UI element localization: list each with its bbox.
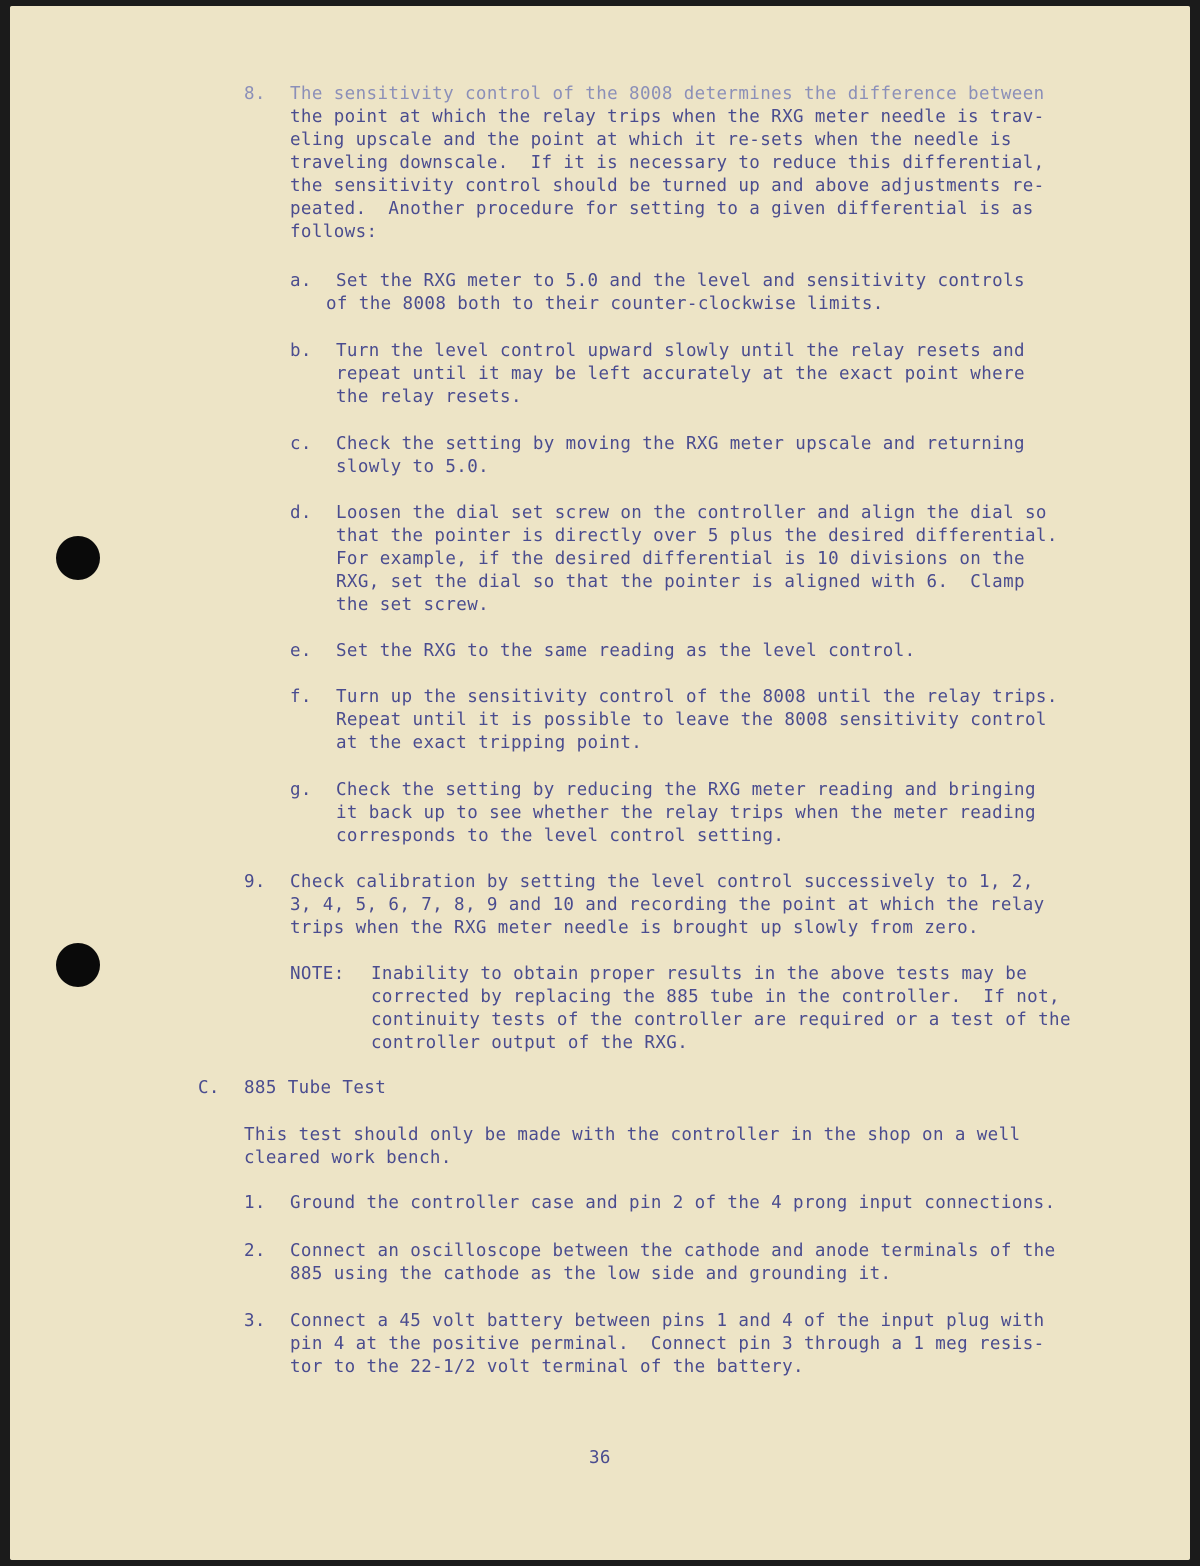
step-line: slowly to 5.0. [336, 457, 490, 477]
step-label: a. [290, 271, 312, 291]
test-step-label: 2. [244, 1241, 266, 1261]
step-line: Loosen the dial set screw on the controller and align the dial so [336, 503, 1047, 523]
test-step-line: Connect an oscilloscope between the cathode and anode terminals of the [290, 1241, 1056, 1261]
test-step-label: 3. [244, 1311, 266, 1331]
note-label: NOTE: [290, 964, 345, 984]
step-line: Repeat until it is possible to leave the 8008 sensitivity control [336, 710, 1047, 730]
item-8-line: The sensitivity control of the 8008 determines the difference between [290, 84, 1045, 104]
step-label: e. [290, 641, 312, 661]
step-line: the relay resets. [336, 387, 522, 407]
step-line: Turn up the sensitivity control of the 8008 until the relay trips. [336, 687, 1058, 707]
test-step-line: Ground the controller case and pin 2 of the 4 prong input connections. [290, 1193, 1056, 1213]
step-line: that the pointer is directly over 5 plus the desired differential. [336, 526, 1058, 546]
item-8-line: follows: [290, 222, 378, 242]
step-line: of the 8008 both to their counter-clockwise limits. [326, 294, 884, 314]
step-label: b. [290, 341, 312, 361]
test-step-label: 1. [244, 1193, 266, 1213]
note-line: Inability to obtain proper results in the above tests may be [371, 964, 1028, 984]
test-step-line: tor to the 22-1/2 volt terminal of the battery. [290, 1357, 804, 1377]
step-line: RXG, set the dial so that the pointer is aligned with 6. Clamp [336, 572, 1025, 592]
section-c-intro: cleared work bench. [244, 1148, 452, 1168]
step-line: at the exact tripping point. [336, 733, 643, 753]
step-line: Set the RXG meter to 5.0 and the level and sensitivity controls [336, 271, 1025, 291]
item-9-number: 9. [244, 872, 266, 892]
section-c-title: 885 Tube Test [244, 1078, 387, 1098]
item-9-line: trips when the RXG meter needle is brought up slowly from zero. [290, 918, 979, 938]
note-line: controller output of the RXG. [371, 1033, 689, 1053]
item-9-line: Check calibration by setting the level control successively to 1, 2, [290, 872, 1034, 892]
test-step-line: 885 using the cathode as the low side and grounding it. [290, 1264, 892, 1284]
item-8-number: 8. [244, 84, 266, 104]
step-line: corresponds to the level control setting. [336, 826, 785, 846]
step-label: d. [290, 503, 312, 523]
page-number: 36 [589, 1448, 611, 1468]
step-label: c. [290, 434, 312, 454]
section-c-intro: This test should only be made with the controller in the shop on a well [244, 1125, 1021, 1145]
step-line: Set the RXG to the same reading as the level control. [336, 641, 916, 661]
note-line: corrected by replacing the 885 tube in the controller. If not, [371, 987, 1060, 1007]
step-line: Turn the level control upward slowly until the relay resets and [336, 341, 1025, 361]
item-9-line: 3, 4, 5, 6, 7, 8, 9 and 10 and recording the point at which the relay [290, 895, 1045, 915]
test-step-line: pin 4 at the positive perminal. Connect pin 3 through a 1 meg resis- [290, 1334, 1045, 1354]
step-label: g. [290, 780, 312, 800]
item-8-line: the sensitivity control should be turned up and above adjustments re- [290, 176, 1045, 196]
step-line: For example, if the desired differential is 10 divisions on the [336, 549, 1025, 569]
test-step-line: Connect a 45 volt battery between pins 1 and 4 of the input plug with [290, 1311, 1045, 1331]
step-line: Check the setting by reducing the RXG meter reading and bringing [336, 780, 1036, 800]
step-line: repeat until it may be left accurately at the exact point where [336, 364, 1025, 384]
step-line: the set screw. [336, 595, 490, 615]
item-8-line: the point at which the relay trips when the RXG meter needle is trav- [290, 107, 1045, 127]
step-line: Check the setting by moving the RXG meter upscale and returning [336, 434, 1025, 454]
item-8-line: traveling downscale. If it is necessary to reduce this differential, [290, 153, 1045, 173]
section-c-label: C. [198, 1078, 220, 1098]
item-8-line: eling upscale and the point at which it re-sets when the needle is [290, 130, 1012, 150]
step-line: it back up to see whether the relay trips when the meter reading [336, 803, 1036, 823]
item-8-line: peated. Another procedure for setting to a given differential is as [290, 199, 1034, 219]
step-label: f. [290, 687, 312, 707]
note-line: continuity tests of the controller are required or a test of the [371, 1010, 1071, 1030]
